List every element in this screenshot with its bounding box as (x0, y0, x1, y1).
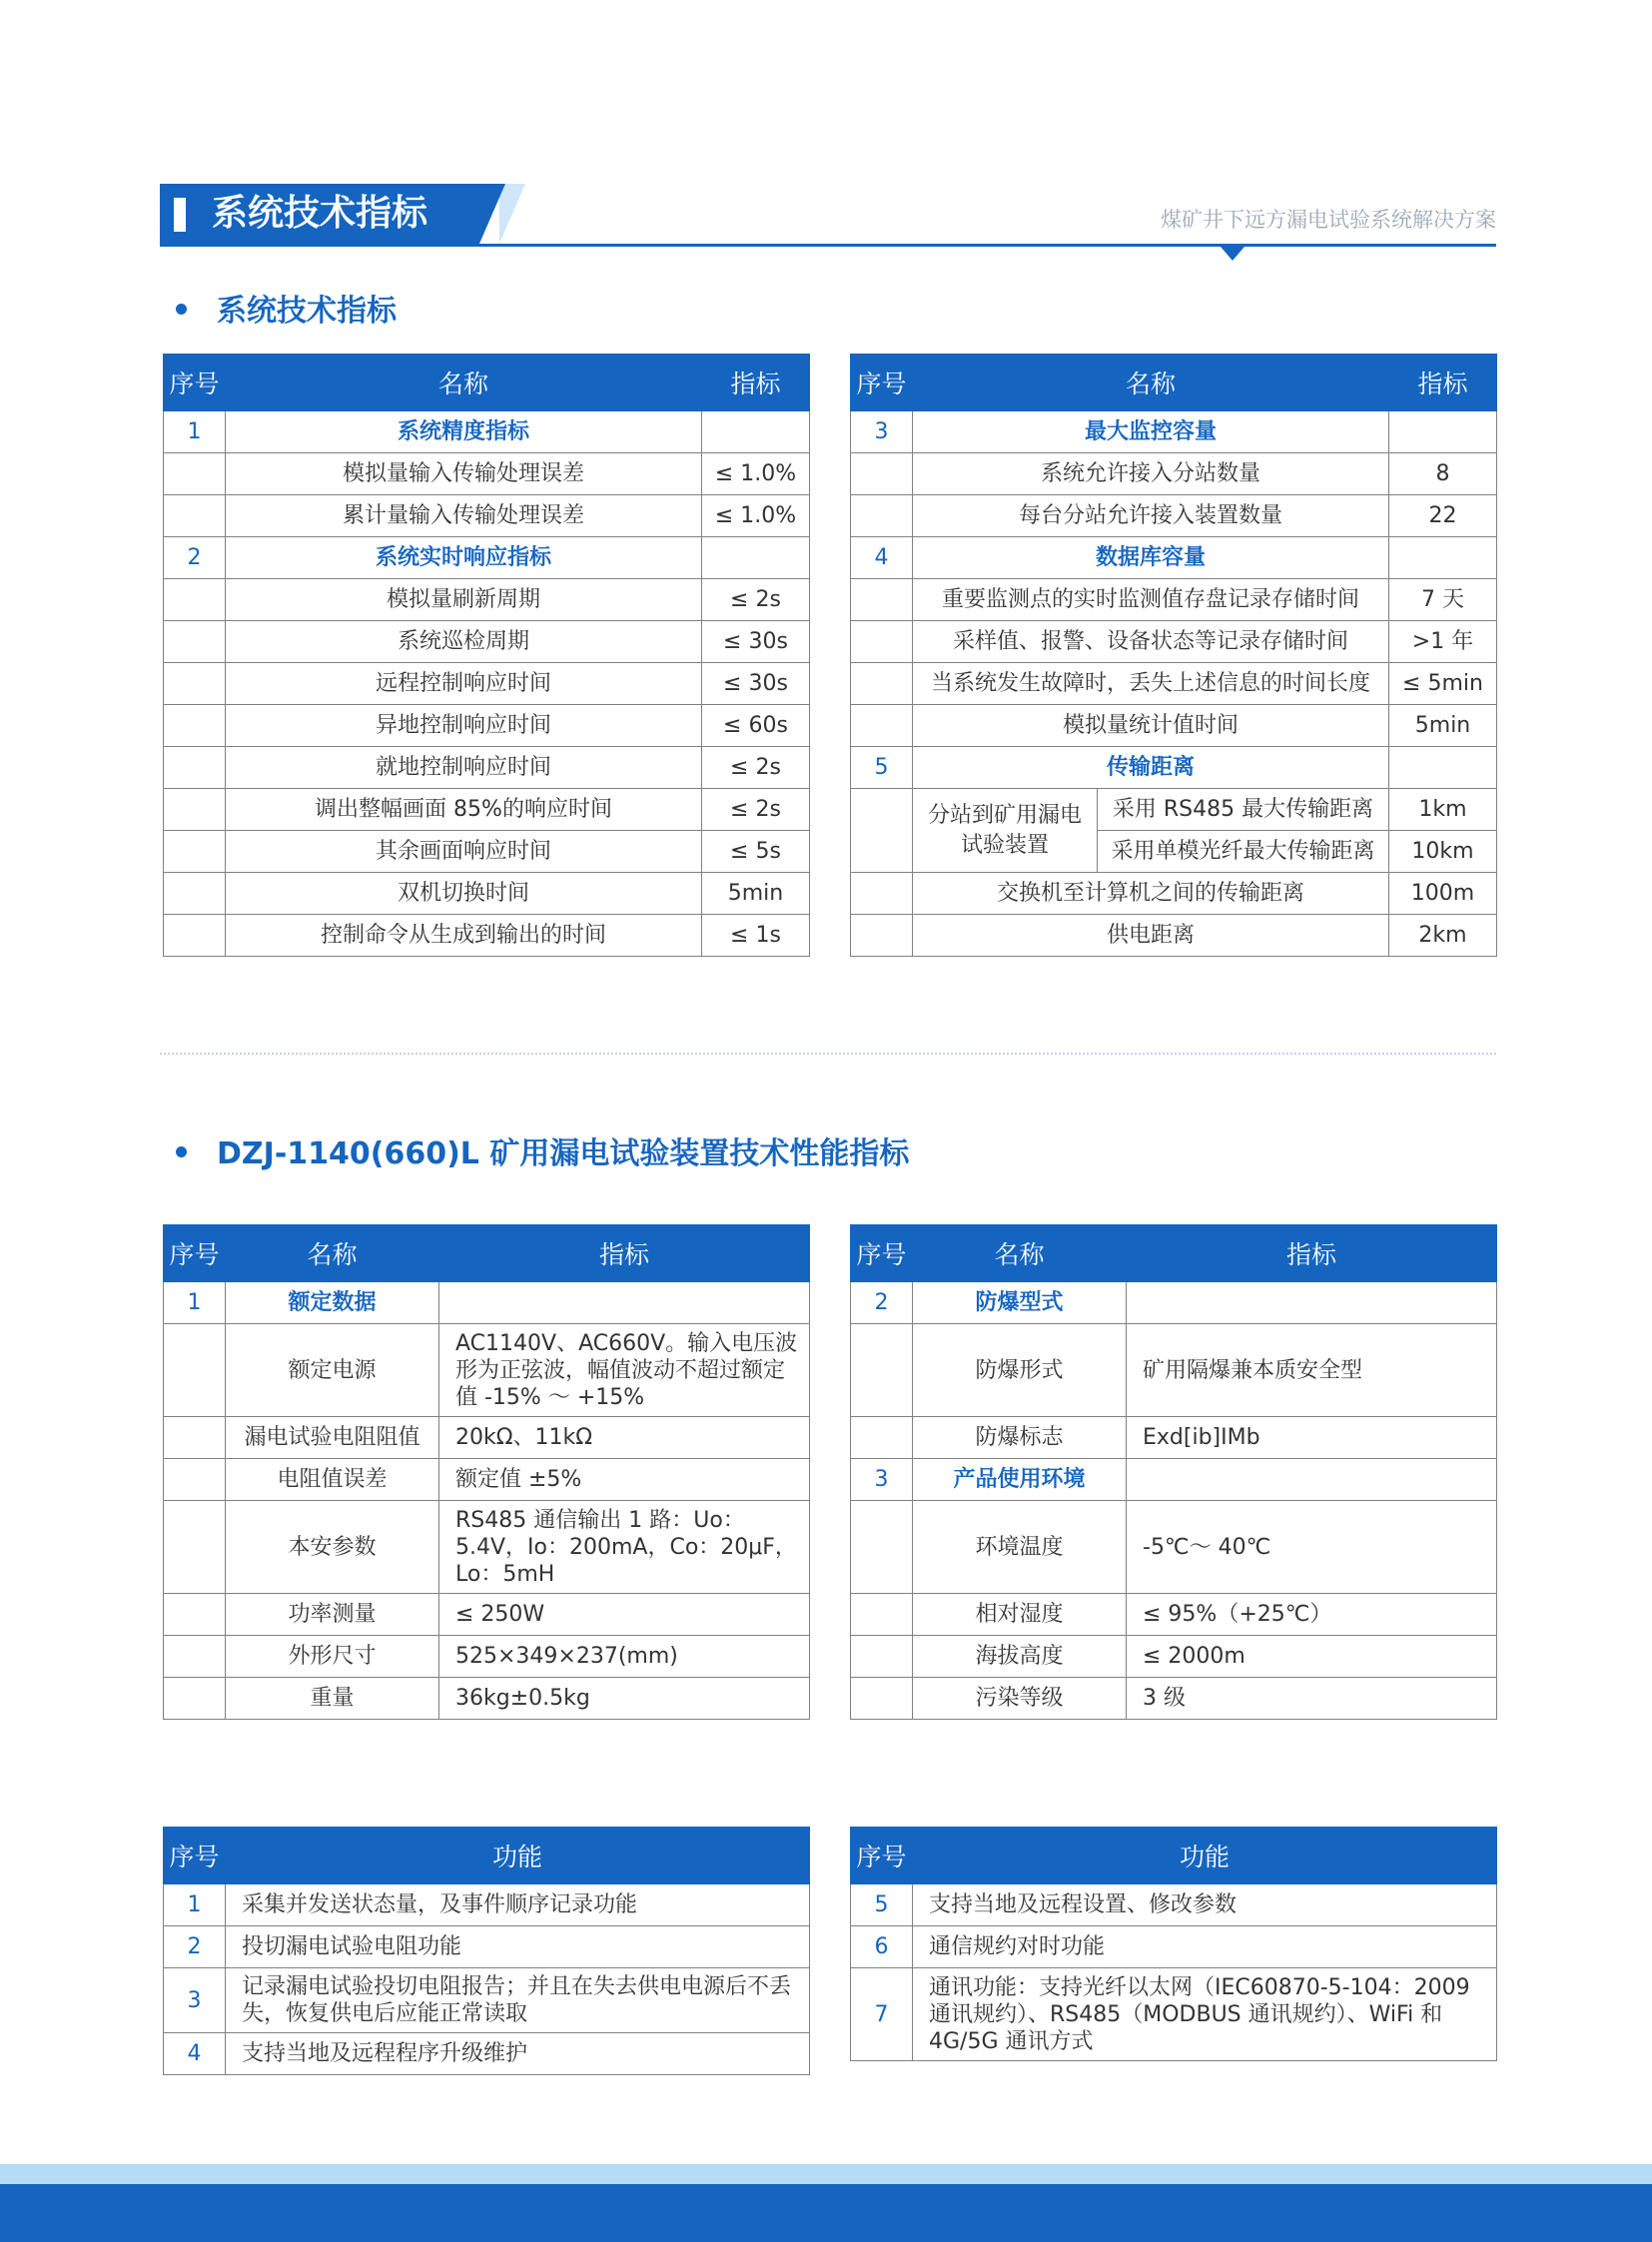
row-value: ≤ 2s (702, 579, 810, 621)
functions-right-table (850, 1827, 1497, 2061)
table-row (851, 747, 1497, 789)
row-name: 功率测量 (226, 1594, 439, 1636)
row-value: -5℃～ 40℃ (1127, 1501, 1497, 1594)
table-row (851, 915, 1497, 957)
row-name: 环境温度 (913, 1501, 1127, 1594)
row-value: ≤ 30s (702, 621, 810, 663)
row-no: 2 (164, 537, 226, 579)
row-value: >1 年 (1389, 621, 1497, 663)
table-row (851, 621, 1497, 663)
table-row (851, 411, 1497, 453)
table-row (851, 495, 1497, 537)
row-value: ≤ 5s (702, 831, 810, 873)
table-row (851, 1282, 1497, 1324)
row-category: 系统实时响应指标 (226, 537, 702, 579)
row-no: 4 (851, 537, 913, 579)
row-function: 记录漏电试验投切电阻报告；并且在失去供电电源后不丢失，恢复供电后应能正常读取 (226, 1968, 810, 2033)
header-cell-no: 序号 (851, 1828, 913, 1884)
table-row (164, 621, 810, 663)
header-cell-no: 序号 (851, 1225, 913, 1282)
row-no (851, 495, 913, 537)
table-row (851, 789, 1497, 831)
row-function: 投切漏电试验电阻功能 (226, 1926, 810, 1968)
row-no (851, 705, 913, 747)
section-divider (160, 1053, 1496, 1055)
row-name: 系统允许接入分站数量 (913, 453, 1389, 495)
row-function: 支持当地及远程程序升级维护 (226, 2033, 810, 2075)
table-row (164, 1501, 810, 1594)
row-name: 每台分站允许接入装置数量 (913, 495, 1389, 537)
row-value: ≤ 60s (702, 705, 810, 747)
row-no (164, 453, 226, 495)
header-title-bar (160, 184, 479, 244)
row-no: 1 (164, 1884, 226, 1926)
row-name: 累计量输入传输处理误差 (226, 495, 702, 537)
row-name: 模拟量输入传输处理误差 (226, 453, 702, 495)
row-value: ≤ 1s (702, 915, 810, 957)
header-cell-value: 指标 (1127, 1225, 1497, 1282)
table-row (851, 1884, 1497, 1926)
row-value: 7 天 (1389, 579, 1497, 621)
header-wedge (479, 184, 505, 244)
row-function: 采集并发送状态量，及事件顺序记录功能 (226, 1884, 810, 1926)
section-title-text: 系统技术指标 (217, 294, 397, 329)
row-no (164, 1636, 226, 1678)
row-function: 支持当地及远程设置、修改参数 (913, 1884, 1497, 1926)
row-value: 525×349×237(mm) (439, 1636, 810, 1678)
row-name: 采用 RS485 最大传输距离 (1098, 789, 1389, 831)
table-row (164, 1282, 810, 1324)
row-value (702, 537, 810, 579)
row-value: 36kg±0.5kg (439, 1678, 810, 1720)
row-no: 6 (851, 1926, 913, 1968)
row-name: 就地控制响应时间 (226, 747, 702, 789)
row-no (164, 1459, 226, 1501)
row-value: ≤ 30s (702, 663, 810, 705)
table-row (164, 1884, 810, 1926)
header-cell-function: 功能 (226, 1828, 810, 1884)
table-row (851, 1501, 1497, 1594)
row-name: 当系统发生故障时，丢失上述信息的时间长度 (913, 663, 1389, 705)
table-row (164, 495, 810, 537)
table-row (851, 1926, 1497, 1968)
table-row (851, 579, 1497, 621)
row-category: 数据库容量 (913, 537, 1389, 579)
row-category: 防爆型式 (913, 1282, 1127, 1324)
row-category: 产品使用环境 (913, 1459, 1127, 1501)
row-value: 矿用隔爆兼本质安全型 (1127, 1324, 1497, 1417)
table-row (164, 453, 810, 495)
row-no (851, 1636, 913, 1678)
row-value (702, 411, 810, 453)
row-value: ≤ 2000m (1127, 1636, 1497, 1678)
row-value: ≤ 1.0% (702, 495, 810, 537)
row-no: 2 (164, 1926, 226, 1968)
page-header (160, 184, 1496, 270)
row-name: 防爆标志 (913, 1417, 1127, 1459)
table-row (164, 873, 810, 915)
row-no: 3 (851, 1459, 913, 1501)
row-no (851, 663, 913, 705)
row-group: 分站到矿用漏电试验装置 (913, 789, 1098, 873)
row-value (1389, 411, 1497, 453)
section-title-system-specs (176, 286, 397, 330)
table-row (851, 1417, 1497, 1459)
row-value: 22 (1389, 495, 1497, 537)
functions-left-table (163, 1827, 810, 2075)
row-value: 1km (1389, 789, 1497, 831)
table-row (164, 831, 810, 873)
row-no (164, 1417, 226, 1459)
header-cell-no: 序号 (164, 1225, 226, 1282)
footer-band-dark (0, 2184, 1652, 2242)
table-row (164, 1678, 810, 1720)
row-category: 最大监控容量 (913, 411, 1389, 453)
row-name: 交换机至计算机之间的传输距离 (913, 873, 1389, 915)
row-name: 调出整幅画面 85%的响应时间 (226, 789, 702, 831)
row-no (164, 789, 226, 831)
row-no (164, 579, 226, 621)
bullet-dot (176, 1146, 187, 1157)
row-no (164, 1594, 226, 1636)
row-value: 额定值 ±5% (439, 1459, 810, 1501)
row-no: 2 (851, 1282, 913, 1324)
row-name: 海拔高度 (913, 1636, 1127, 1678)
section-title-text: DZJ-1140(660)L 矿用漏电试验装置技术性能指标 (217, 1136, 910, 1171)
row-value: RS485 通信输出 1 路：Uo：5.4V，Io：200mA，Co：20μF，Lo：5mH (439, 1501, 810, 1594)
row-no (164, 747, 226, 789)
table-row (851, 537, 1497, 579)
row-value (439, 1282, 810, 1324)
header-cell-name: 名称 (913, 355, 1389, 411)
row-no (851, 789, 913, 873)
row-no (851, 453, 913, 495)
row-name: 重量 (226, 1678, 439, 1720)
row-value: Exd[ib]IMb (1127, 1417, 1497, 1459)
row-no (164, 705, 226, 747)
row-no (851, 1501, 913, 1594)
row-value: 8 (1389, 453, 1497, 495)
table-row (851, 1459, 1497, 1501)
header-cell-name: 名称 (226, 1225, 439, 1282)
table-row (851, 1324, 1497, 1417)
table-row (164, 411, 810, 453)
row-category: 额定数据 (226, 1282, 439, 1324)
row-value: ≤ 250W (439, 1594, 810, 1636)
row-name: 污染等级 (913, 1678, 1127, 1720)
row-value (1389, 537, 1497, 579)
table-row (164, 705, 810, 747)
table-row (851, 1594, 1497, 1636)
row-category: 系统精度指标 (226, 411, 702, 453)
header-cell-no: 序号 (164, 355, 226, 411)
row-value: 5min (1389, 705, 1497, 747)
table-header-row (164, 1828, 810, 1884)
header-cell-value: 指标 (1389, 355, 1497, 411)
header-cell-function: 功能 (913, 1828, 1497, 1884)
row-name: 相对湿度 (913, 1594, 1127, 1636)
device-specs-right-table (850, 1224, 1497, 1720)
table-row (164, 663, 810, 705)
row-no: 5 (851, 747, 913, 789)
row-no: 4 (164, 2033, 226, 2075)
row-value (1389, 747, 1497, 789)
header-bar-mark (174, 198, 186, 232)
row-no: 1 (164, 1282, 226, 1324)
row-no: 5 (851, 1884, 913, 1926)
table-header-row (164, 355, 810, 411)
header-cell-no: 序号 (164, 1828, 226, 1884)
row-value: ≤ 1.0% (702, 453, 810, 495)
header-cell-no: 序号 (851, 355, 913, 411)
row-value: ≤ 2s (702, 747, 810, 789)
row-name: 其余画面响应时间 (226, 831, 702, 873)
table-row (164, 1417, 810, 1459)
row-value (1127, 1282, 1497, 1324)
row-value: ≤ 5min (1389, 663, 1497, 705)
row-no (164, 495, 226, 537)
row-name: 模拟量统计值时间 (913, 705, 1389, 747)
footer-band-light (0, 2164, 1652, 2184)
row-no (164, 663, 226, 705)
row-name: 供电距离 (913, 915, 1389, 957)
header-subtitle: 煤矿井下远方漏电试验系统解决方案 (1161, 208, 1496, 232)
row-no (164, 1324, 226, 1417)
table-row (851, 705, 1497, 747)
device-specs-left-table (163, 1224, 810, 1720)
row-no: 3 (164, 1968, 226, 2033)
row-name: 控制命令从生成到输出的时间 (226, 915, 702, 957)
row-no (851, 915, 913, 957)
row-name: 漏电试验电阻阻值 (226, 1417, 439, 1459)
row-name: 模拟量刷新周期 (226, 579, 702, 621)
row-name: 采用单模光纤最大传输距离 (1098, 831, 1389, 873)
header-cell-value: 指标 (439, 1225, 810, 1282)
table-row (164, 789, 810, 831)
row-no (164, 831, 226, 873)
table-row (164, 1594, 810, 1636)
row-value: 2km (1389, 915, 1497, 957)
table-row (164, 915, 810, 957)
row-name: 系统巡检周期 (226, 621, 702, 663)
table-row (851, 453, 1497, 495)
row-no (851, 1324, 913, 1417)
row-value: 10km (1389, 831, 1497, 873)
header-title: 系统技术指标 (212, 193, 428, 234)
table-row (164, 1636, 810, 1678)
row-no (164, 621, 226, 663)
row-name: 电阻值误差 (226, 1459, 439, 1501)
row-no (851, 1417, 913, 1459)
row-name: 外形尺寸 (226, 1636, 439, 1678)
header-cell-value: 指标 (702, 355, 810, 411)
row-no (164, 1501, 226, 1594)
row-name: 采样值、报警、设备状态等记录存储时间 (913, 621, 1389, 663)
row-name: 异地控制响应时间 (226, 705, 702, 747)
table-row (164, 579, 810, 621)
header-line (160, 244, 1496, 247)
section-title-device-specs (176, 1128, 909, 1172)
table-header-row (164, 1225, 810, 1282)
table-row (164, 1926, 810, 1968)
row-name: 远程控制响应时间 (226, 663, 702, 705)
header-cell-name: 名称 (226, 355, 702, 411)
table-row (851, 1636, 1497, 1678)
table-row (164, 1324, 810, 1417)
row-value: 3 级 (1127, 1678, 1497, 1720)
row-name: 双机切换时间 (226, 873, 702, 915)
row-name: 额定电源 (226, 1324, 439, 1417)
table-row (164, 2033, 810, 2075)
table-row (851, 1968, 1497, 2061)
table-row (851, 663, 1497, 705)
row-no: 1 (164, 411, 226, 453)
system-specs-left-table (163, 354, 810, 957)
table-header-row (851, 355, 1497, 411)
table-row (164, 537, 810, 579)
header-cell-name: 名称 (913, 1225, 1127, 1282)
row-name: 防爆形式 (913, 1324, 1127, 1417)
row-category: 传输距离 (913, 747, 1389, 789)
row-function: 通信规约对时功能 (913, 1926, 1497, 1968)
row-no (164, 915, 226, 957)
table-row (164, 747, 810, 789)
row-no: 7 (851, 1968, 913, 2061)
row-value: AC1140V、AC660V。输入电压波形为正弦波，幅值波动不超过额定值 -15% ～ +15% (439, 1324, 810, 1417)
bullet-dot (176, 304, 187, 315)
row-no (164, 873, 226, 915)
row-no (851, 1678, 913, 1720)
table-header-row (851, 1225, 1497, 1282)
table-row (851, 1678, 1497, 1720)
system-specs-right-table (850, 354, 1497, 957)
row-no: 3 (851, 411, 913, 453)
row-name: 本安参数 (226, 1501, 439, 1594)
row-value: ≤ 2s (702, 789, 810, 831)
row-no (851, 579, 913, 621)
row-function: 通讯功能：支持光纤以太网（IEC60870-5-104：2009 通讯规约）、RS485（MODBUS 通讯规约）、WiFi 和 4G/5G 通讯方式 (913, 1968, 1497, 2061)
row-no (851, 1594, 913, 1636)
row-value: ≤ 95%（+25℃） (1127, 1594, 1497, 1636)
table-row (164, 1968, 810, 2033)
row-value: 20kΩ、11kΩ (439, 1417, 810, 1459)
row-value: 5min (702, 873, 810, 915)
row-no (851, 873, 913, 915)
table-header-row (851, 1828, 1497, 1884)
row-no (851, 621, 913, 663)
header-notch (1221, 247, 1244, 261)
row-value: 100m (1389, 873, 1497, 915)
table-row (164, 1459, 810, 1501)
table-row (851, 873, 1497, 915)
row-no (164, 1678, 226, 1720)
row-name: 重要监测点的实时监测值存盘记录存储时间 (913, 579, 1389, 621)
row-value (1127, 1459, 1497, 1501)
